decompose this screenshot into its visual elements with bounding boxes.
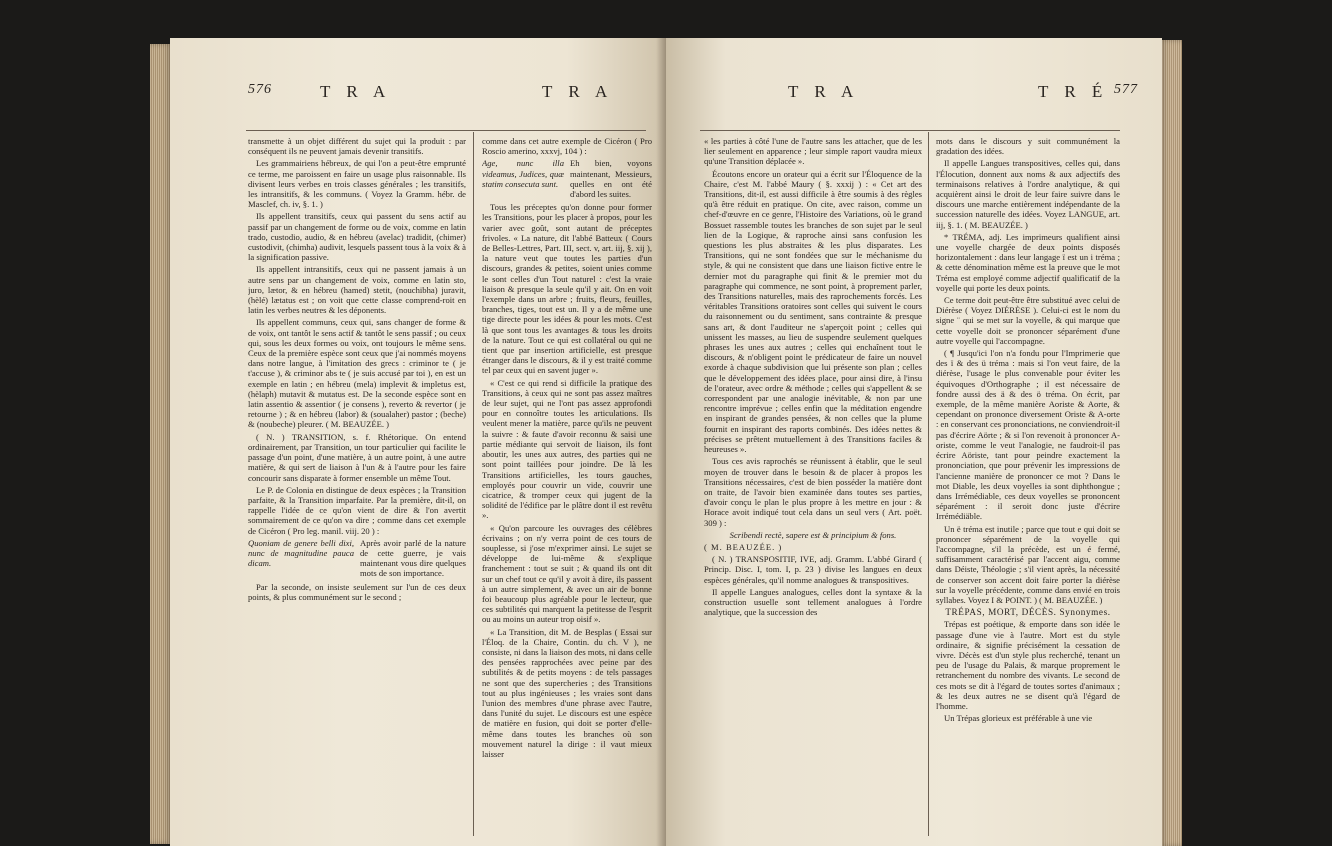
- right-column-2: [936, 136, 1120, 846]
- quote-latin: Quoniam de genere belli dixi, nunc de magnitudine pauca dicam.: [248, 537, 354, 569]
- author-signature: ( M. BEAUZÉE. ): [704, 541, 783, 552]
- paragraph: Ils appellent intransitifs, ceux qui ne passent jamais à un autre sens par un changement de voix, comme en latin sto, juro, lætor, & en hébreu (hamed) stetit, (nouchibha) juravit, (hèlé) lætatus est ; on voit que cette classe comprend-roit en latin les verbes neutres & les déponents.: [248, 264, 466, 316]
- paragraph: Il appelle Langues transpositives, celles qui, dans l'Élocution, donnent aux noms & aux adjectifs des terminaisons relatives à l'ordre analytique, & qui acquièrent ainsi le droit de leur faire suivre dans le discours une marche entièrement indépendante de la succession naturelle des idées. Voyez LANGUE, art. iij, §. 1. ( M. BEAUZÉE. ): [936, 158, 1120, 230]
- paragraph: * TRÉMA, adj. Les imprimeurs qualifient ainsi une voyelle chargée de deux points disposés horizontalement : dans leur langage ï est un i tréma ; & cette dénomination même est la preuve que le mot Tréma est employé comme adjectif qualificatif de la voyelle qui porte les deux points.: [936, 231, 1120, 293]
- entry-headword: TRÉPAS, MORT, DÉCÈS. Synonymes.: [945, 607, 1111, 618]
- paragraph: Ils appellent transitifs, ceux qui passent du sens actif au passif par un changement de forme ou de voix, comme en latin trado, custodio, audio, & en hébreu (avelac) tradidit, (chimer) custodivit, (chimha) audivit, lesquels passent tous à la voix & à la signification passive.: [248, 211, 466, 263]
- paragraph: « Qu'on parcoure les ouvrages des célèbres écrivains ; on n'y verra point de ces tours de souplesse, si j'ose m'exprimer ainsi. Le sujet se développe de lui-même & s'explique franchement : tout se suit ; & quand ils ont dit sur un chef tout ce qu'il y avoit à dire, ils passent à un autre simplement, & avec un air de bonne foi beaucoup plus agréable pour le lecteur, que ces subtilités qui marquent la petitesse de l'esprit ou au moins un auteur trop oisif ».: [482, 522, 652, 625]
- right-page: [666, 38, 1162, 846]
- page-edges-left: [150, 44, 172, 844]
- paragraph: Trépas est poétique, & emporte dans son idée le passage d'une vie à l'autre. Mort est du style ordinaire, & signifie précisément la cessation de vivre. Décès est d'un style plus recherché, tenant un peu de l'usage du Palais, & marque proprement le retranchement du nombre des vivants. Le second de ces mots se dit à l'égard de toutes sortes d'animaux ; & les deux autres ne se disent qu'à l'égard de l'homme.: [936, 619, 1120, 711]
- paragraph: comme dans cet autre exemple de Cicéron ( Pro Roscio amerino, xxxvj, 104 ) :: [482, 136, 652, 157]
- column-rule: [928, 132, 929, 836]
- paragraph: Ils appellent communs, ceux qui, sans changer de forme & de voix, ont tantôt le sens actif & tantôt le sens passif ; ou ceux qui, sous les deux formes ou voix, ont toujours le même sens. Ceux de la première espèce sont ceux que j'ai nommés moyens dans notre langue, à l'imitation des grecs : criminor te ( je t'accuse ), & criminor abs te ( je suis accusé par toi ), en est un exemple en latin ; en hébreu (mela) implevit & impletus est, (hèlaph) mutavit & mutatus est. De la seconde espèce sont en latin assentio & assentior ( je consens ), reverto & revertor ( je retourne ) ; & en hébreu (labor) & (soualaher) pastor ; (beche) & (noubeche) pleurer. ( M. BEAUZÉE. ): [248, 317, 466, 430]
- paragraph: Tous ces avis raprochés se réunissent à établir, que le seul moyen de trouver dans le besoin & de placer à propos les Transitions nécessaires, c'est de bien posséder la matière dont on traite, de l'avoir bien examinée dans toutes ses parties, d'avoir conçu le plan le plus propre à les mettre en jour : & Horace avoit indiqué tout cela dans un seul vers ( Art. poët. 309 ) :: [704, 456, 922, 528]
- page-number-left: 576: [248, 82, 272, 97]
- quote-french: Après avoir parlé de la nature de cette guerre, je vais maintenant vous dire quelques mots de son importance.: [360, 537, 466, 579]
- right-column-1: [704, 136, 922, 846]
- left-column-1: [248, 136, 466, 846]
- paragraph: Les grammairiens hébreux, de qui l'on a peut-être emprunté ce terme, me paroissent en faire un usage plus raisonnable. Ils divisent leurs verbes en trois classes générales ; les transitifs, les intransitifs, & les communs. ( Voyez la Gramm. hébr. de Masclef, ch. iv, §. 1. ): [248, 158, 466, 210]
- left-column-2: [482, 136, 652, 846]
- paragraph: ( ¶ Jusqu'ici l'on n'a fondu pour l'Imprimerie que des ï & des ü tréma : mais si l'on veut faire, de la diérèse, l'usage le plus convenable pour éviter les équivoques d'Orthographe ; il est nécessaire de fondre aussi des ä & des ö tréma. On écrit, par exemple, de la même manière Aoriste & Aorte, & cependant on prononce diversement Oriste & A-orte : en conservant ces prononciations, ne conviendroit-il pas d'écrire Aörte ; & si l'on revenoit à prononcer A-oriste, comme le veut l'analogie, ne faudroit-il pas écrire Aöriste, tant pour peindre exactement la prononciation, que pour prévenir les impressions de l'ancienne manière de prononcer ce mot ? Dans le mot Diable, les deux voyelles ia sont diphthongue ; dans Irrémédiable, ces deux voyelles se prononcent séparément : il seroit donc juste d'écrire Irrémédiäble.: [936, 348, 1120, 522]
- column-rule: [473, 132, 474, 836]
- paragraph: Ce terme doit peut-être être substitué avec celui de Diérèse ( Voyez DIÉRÈSE ). Celui-ci est le nom du signe ¨ qui se met sur la voyelle, & qui marque que cette voyelle doit se prononcer séparément d'une autre voyelle qui l'accompagne.: [936, 295, 1120, 346]
- paragraph: transmette à un objet différent du sujet qui la produit : par conséquent ils ne peuvent jamais devenir transitifs.: [248, 136, 466, 157]
- page-number-right: 577: [1114, 82, 1138, 97]
- paragraph: Le P. de Colonia en distingue de deux espèces ; la Transition parfaite, & la Transition imparfaite. Par la première, dit-il, on rappelle l'idée de ce qu'on vient de dire & l'on avertit sommairement de ce qu'on va dire ; comme dans cet exemple de Cicéron ( Pro leg. manil. viij. 20 ) :: [248, 484, 466, 536]
- paragraph: ( N. ) TRANSITION, s. f. Rhétorique. On entend ordinairement, par Transition, un tour particulier qui facilite le passage d'un point, d'une matière, à un autre point, à une autre matière, & qui sert de liaison à l'un & à l'autre pour les faire concourir sans disparate à former ensemble un même Tout.: [248, 431, 466, 483]
- paragraph: « La Transition, dit M. de Besplas ( Essai sur l'Éloq. de la Chaire, Contin. du ch. V ), ne consiste, ni dans la liaison des mots, ni dans celle des pensées rapprochées avec peine par des subtilités & de petits moyens : de tels passages ne sont que des supercheries ; des Transitions tout au plus ingénieuses ; les vraies sont dans l'union des membres d'une phrase avec l'autre, dans l'unité du sujet. Le discours est une espèce de matière en fusion, qui doit se porter d'elle-même dans toutes les branches où son mouvement naturel la dirige : il vaut mieux laisser: [482, 626, 652, 759]
- running-head-left-a: T R A: [320, 82, 392, 101]
- paragraph: Par la seconde, on insiste seulement sur l'un de ces deux points, & plus communément sur le second ;: [248, 581, 466, 602]
- left-page: [170, 38, 666, 846]
- quote-latin: Age, nunc illa videamus, Judices, quæ statim consecuta sunt.: [482, 158, 564, 189]
- paragraph: Tous les préceptes qu'on donne pour former les Transitions, pour les placer à propos, pour les varier avec goût, sont autant de préceptes frivoles. « La nature, dit l'abbé Batteux ( Cours de Belles-Lettres, Part. III, sect. v, art. iij, §. xij ), la nature veut que toutes les parties d'un discours, grandes & petites, soient unies comme le sont celles d'un Tout naturel : c'est la vraie liaison & presque la seule qu'il y ait. On en voit l'exemple dans un arbre ; fruits, fleurs, feuilles, branches, tiges, tout est un. Il y a de même une tige directe pour les idées & pour les mots. C'est là que sont tous les avantages & tous les droits de la nature. Tout ce qui est collatéral ou qui ne tient que par insertion artificielle, est presque étranger dans le discours, & il y est traité comme tel par ceux qui en savent juger ».: [482, 202, 652, 376]
- paragraph: « C'est ce qui rend si difficile la pratique des Transitions, à ceux qui ne sont pas assez maîtres de leur sujet, qui ne l'ont pas assez approfondi pour en connoître toutes les articulations. Ils veulent mener la matière, parce qu'ils ne peuvent la suivre : & faute d'avoir reconnu & saisi une partie médiante qui servoit de liaison, ils font aboutir, les unes aux autres, des parties qui ne sont point taillées pour joindre. De là les Transitions artificielles, les tours gauches, employés pour couvrir un vide, couvrir une cicatrice, & tromper ceux qui jugent de la solidité de l'édifice par le plâtre dont il est revêtu ».: [482, 377, 652, 521]
- paragraph: « les parties à côté l'une de l'autre sans les attacher, que de les lier seulement en apparence ; leur simple raport vaudra mieux qu'une Transition déplacée ».: [704, 136, 922, 167]
- quote-french: Eh bien, voyons maintenant, Messieurs, quelles en ont été d'abord les suites.: [570, 158, 652, 200]
- paragraph: Un ë tréma est inutile ; parce que tout e qui doit se prononcer séparément de la voyelle qui l'accompagne, s'il la précède, est un é fermé, suffisamment caractérisé par l'accent aigu, comme dans Déiste, Théologie ; s'il vient après, la nécessité de conserver son accent doit faire porter la diérèse sur la voyelle précédente, comme dans envié en trois syllabes. Voyez I & POINT. ) ( M. BEAUZÉE. ): [936, 523, 1120, 605]
- paragraph: ( N. ) TRANSPOSITIF, IVE, adj. Gramm. L'abbé Girard ( Princip. Disc. I, tom. I, p. 23 ) divise les langues en deux espèces générales, qu'il nomme analogues & transpositives.: [704, 554, 922, 585]
- paragraph: Écoutons encore un orateur qui a écrit sur l'Éloquence de la Chaire, c'est M. l'abbé Maury ( §. xxxij ) : « Cet art des Transitions, dit-il, est aussi difficile à être soumis à des règles qu'à être réduit en pratique. On cite, avec raison, comme un chef-d'œuvre en ce genre, l'Histoire des Variations, où le grand Bossuet rassemble toutes les branches de son sujet par le seul lien de la Logique, & raproche ainsi sans confusion les questions les plus abstraites & les plus disparates. Les Transitions, qui ne sont fondées que sur le méchanisme du style, & qui ne consistent que dans une liaison fictive entre le dernier mot du paragraphe qui finit & le premier mot du paragraphe qui commence, ne sont point, à proprement parler, des Transitions naturelles, mais des raprochements forcés. Les véritables Transitions oratoires sont celles qui suivent le cours du raisonnement ou du sentiment, sans contrainte & presque sans art, & dont l'auditeur ne s'aperçoit point ; celles qui unissent les masses, au lieu de suspendre seulement quelques phrases les unes aux autres ; celles qui enchaînent tout le discours, & n'obligent point le prédicateur de faire un nouvel exorde à chaque subdivision que lui présente son plan ; celles que le développement des idées place, pour ainsi dire, à l'insu de l'orateur, avec ordre & méthode ; celles qui s'appellent & se correspondent par une analogie inévitable, & non par une rencontre imprévue ; celles enfin que la méditation engendre en inspirant de grandes pensées, & non celles que la plume fournit en inspirant des raports combinés. Des idées nettes & précises se prêtent mutuellement à des Transitions faciles & heureuses ».: [704, 168, 922, 455]
- running-head-left-b: T R A: [542, 82, 614, 101]
- running-head-right-b: T R É: [1038, 82, 1109, 101]
- paragraph: mots dans le discours y suit communément la gradation des idées.: [936, 136, 1120, 157]
- running-head-right-a: T R A: [788, 82, 860, 101]
- quote-block: [482, 158, 652, 199]
- verse-quote: Scribendi rectè, sapere est & principium & fons.: [729, 529, 897, 540]
- page-edges-right: [1160, 40, 1182, 846]
- paragraph: Un Trépas glorieux est préférable à une vie: [944, 713, 1093, 724]
- quote-block: [248, 538, 466, 579]
- header-rule-right: [700, 130, 1120, 131]
- paragraph: Il appelle Langues analogues, celles dont la syntaxe & la construction usuelle sont tellement analogues à l'ordre analytique, que la succession des: [704, 586, 922, 618]
- header-rule-left: [246, 130, 646, 131]
